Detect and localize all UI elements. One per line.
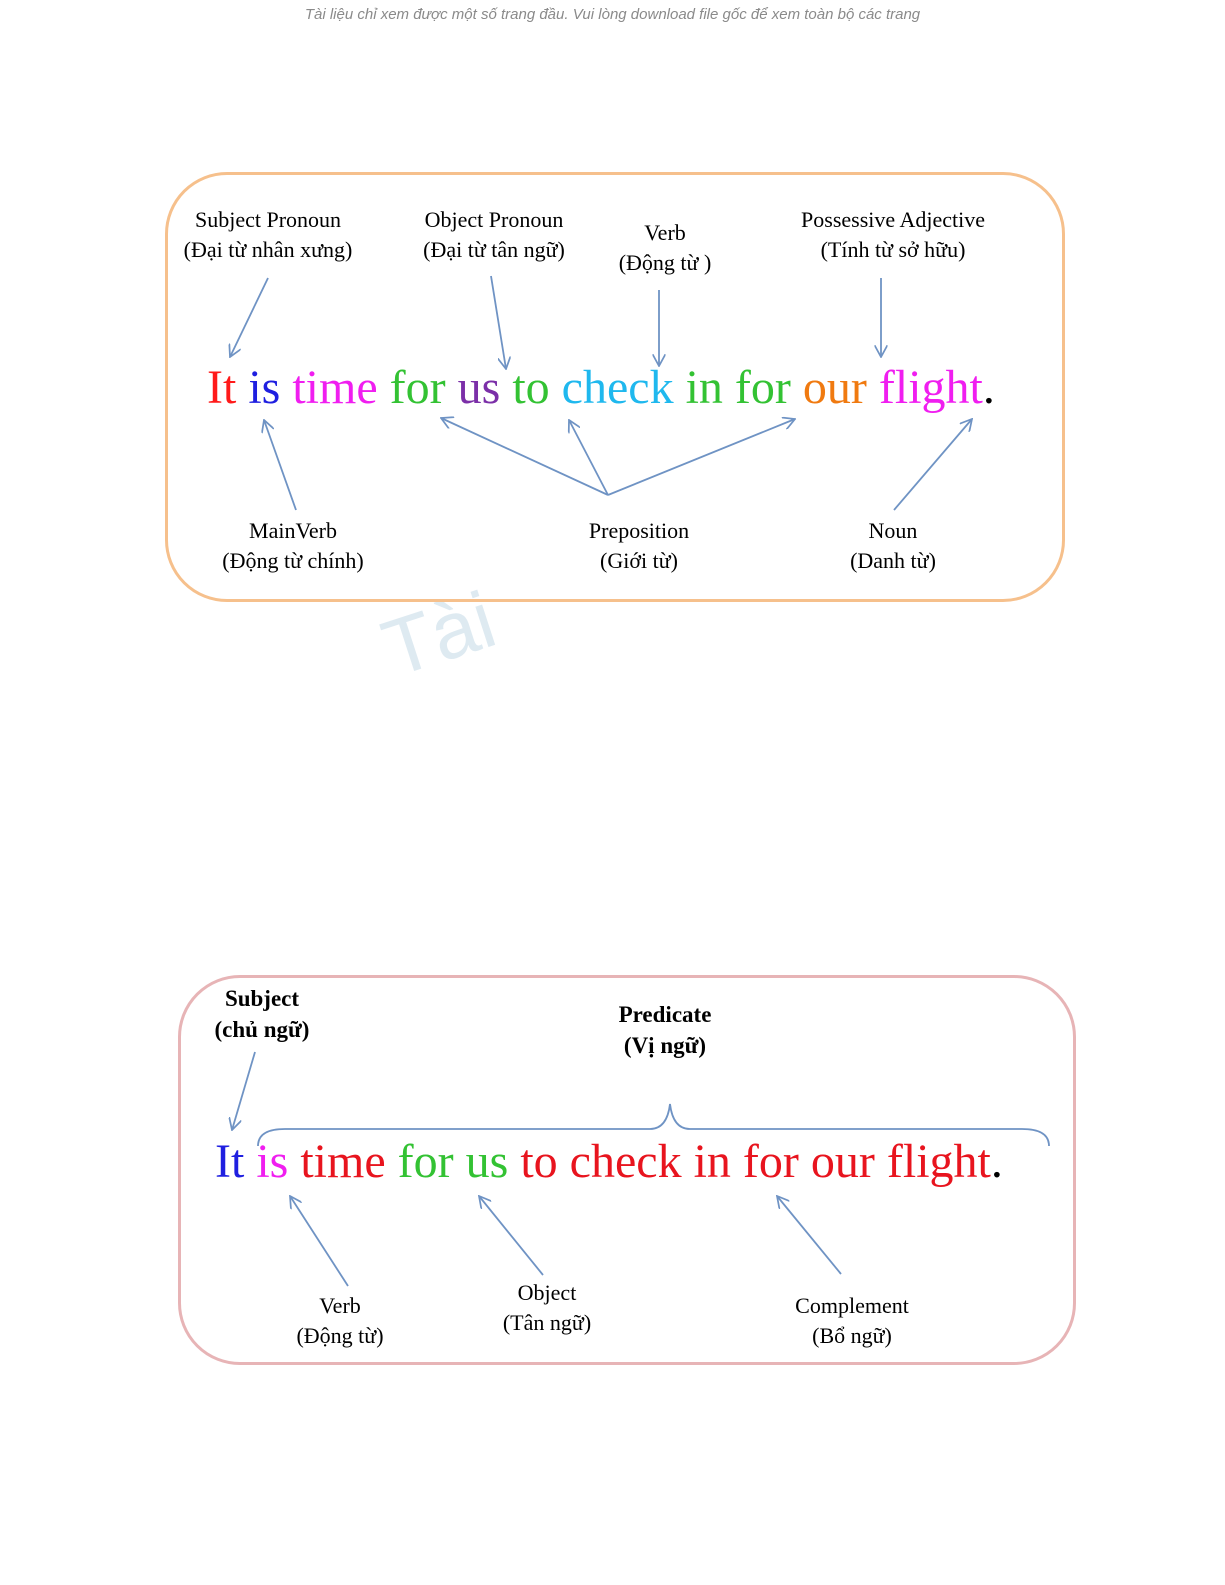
label-noun: Noun (Danh từ) xyxy=(850,518,936,573)
arrow-noun xyxy=(894,419,972,510)
sentence2-word: is xyxy=(244,1135,289,1188)
sentence1-word: flight xyxy=(866,361,983,414)
label-verb-2: Verb (Động từ) xyxy=(296,1293,384,1348)
sentence1-word: check xyxy=(549,361,674,414)
sentence2-word: for xyxy=(730,1135,799,1188)
watermark: Tài xyxy=(372,574,506,694)
arrow-object xyxy=(479,1196,543,1275)
sentence1-word: us xyxy=(445,361,501,414)
sentence2-word: in xyxy=(681,1135,731,1188)
arrow-verb-2 xyxy=(290,1196,348,1286)
label-object: Object (Tân ngữ) xyxy=(502,1280,592,1335)
label-complement: Complement (Bổ ngữ) xyxy=(795,1293,909,1348)
arrow-complement xyxy=(777,1196,841,1274)
sentence1-word: in xyxy=(673,361,723,414)
arrow-preposition-to xyxy=(569,420,608,495)
label-subject-pronoun: Subject Pronoun (Đại từ nhân xưng) xyxy=(183,207,353,262)
arrow-subject-pronoun xyxy=(230,278,268,357)
label-predicate: Predicate (Vị ngữ) xyxy=(618,1002,712,1058)
sentence1-word: . xyxy=(982,361,995,414)
sentence1-word: It xyxy=(207,361,237,414)
label-verb: Verb (Động từ ) xyxy=(618,220,712,275)
sentence1-word: time xyxy=(280,361,378,414)
arrow-preposition-for xyxy=(441,418,608,495)
sentence2-word: check xyxy=(557,1135,682,1188)
label-possessive-adjective: Possessive Adjective (Tính từ sở hữu) xyxy=(801,207,985,262)
sentence2-word: It xyxy=(215,1135,245,1188)
sentence1-word: for xyxy=(722,361,791,414)
sentence2-word: for xyxy=(385,1135,454,1188)
predicate-brace xyxy=(258,1104,1049,1146)
label-object-pronoun: Object Pronoun (Đại từ tân ngữ) xyxy=(423,207,565,262)
sentence1-word: our xyxy=(790,361,867,414)
label-preposition: Preposition (Giới từ) xyxy=(588,518,690,573)
sentence2-word: us xyxy=(453,1135,509,1188)
sentence2-word: time xyxy=(288,1135,386,1188)
label-subject: Subject (chủ ngữ) xyxy=(214,986,310,1042)
sentence2-word: to xyxy=(508,1135,558,1188)
sentence1-word: to xyxy=(500,361,550,414)
arrow-main-verb xyxy=(264,420,296,510)
sentence2-word: our xyxy=(798,1135,875,1188)
download-notice: Tài liệu chỉ xem được một số trang đầu. Vui lòng download file gốc để xem toàn bộ các trang xyxy=(304,6,921,23)
sentence2-word: . xyxy=(990,1135,1003,1188)
arrow-preposition-for-2 xyxy=(608,419,795,495)
sentence1-word: is xyxy=(236,361,281,414)
sentence2-word: flight xyxy=(874,1135,991,1188)
label-main-verb: MainVerb (Động từ chính) xyxy=(222,518,364,573)
arrow-subject xyxy=(232,1052,255,1130)
arrow-object-pronoun xyxy=(491,276,506,369)
sentence1-word: for xyxy=(377,361,446,414)
